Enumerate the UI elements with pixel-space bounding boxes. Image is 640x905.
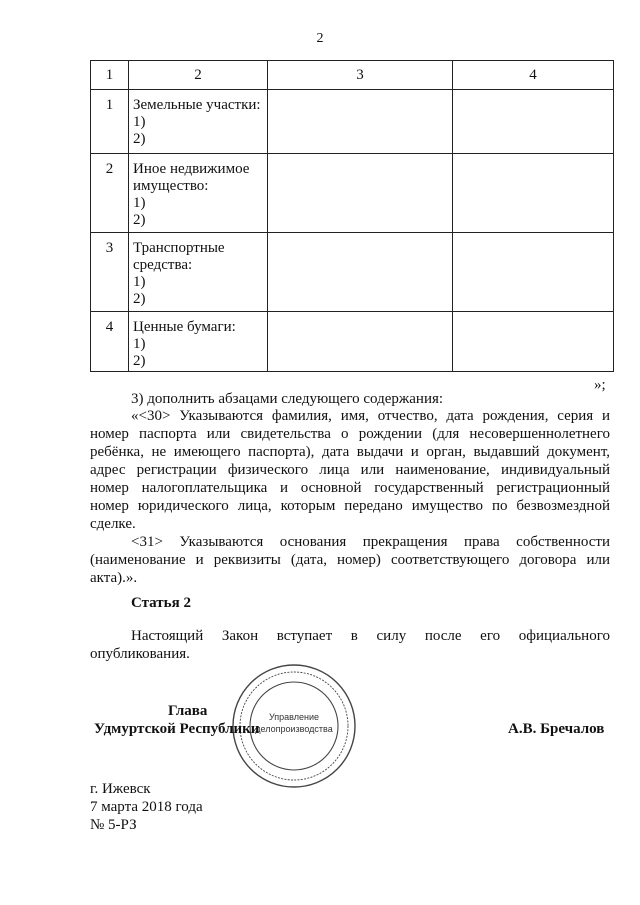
cell-line: 2): [133, 353, 146, 369]
cell-line: Ценные бумаги:: [133, 319, 236, 335]
cell-line: 1): [133, 336, 146, 352]
row-empty-cell: [453, 312, 614, 372]
cell-line: средства:: [133, 257, 193, 273]
stamp-center-line-1: Управление: [268, 712, 320, 722]
row-number: 2: [91, 154, 129, 233]
cell-line: 2): [133, 212, 146, 228]
footer-city: г. Ижевск: [90, 781, 151, 797]
article-text-line: опубликования.: [90, 646, 190, 662]
cell-line: Земельные участки:: [133, 97, 261, 113]
note-30-line: ребёнка, не имеющего паспорта), дата выдачи и орган, выдавший документ,: [90, 444, 610, 460]
signature-title-1: Глава: [168, 703, 208, 719]
row-empty-cell: [268, 154, 453, 233]
note-31-line: акта).».: [90, 570, 138, 586]
header-cell-1: 1: [91, 61, 129, 90]
cell-line: имущество:: [133, 178, 209, 194]
table-row: [91, 154, 614, 233]
row-empty-cell: [268, 312, 453, 372]
cell-line: 1): [133, 114, 146, 130]
row-empty-cell: [268, 90, 453, 154]
article-heading: Статья 2: [131, 595, 191, 611]
note-31-line: (наименование и реквизиты (дата, номер) соответствующего договора или: [90, 552, 610, 568]
cell-line: Транспортные: [133, 240, 225, 256]
article-text: [90, 627, 610, 663]
row-number: 4: [91, 312, 129, 372]
note-31: [90, 533, 610, 587]
row-number: 3: [91, 233, 129, 312]
row-empty-cell: [453, 233, 614, 312]
table-row: [91, 90, 614, 154]
header-cell-4: 4: [453, 61, 614, 90]
note-30-line: номер юридического лица, которым передано имущество по безвозмездной: [90, 498, 610, 514]
row-empty-cell: [453, 90, 614, 154]
note-30-line: номер налогоплательщика и основной государственный регистрационный: [90, 480, 610, 496]
note-30-line: номер паспорта или свидетельства о рождении (для несовершеннолетнего: [90, 426, 610, 442]
article-text-line: Настоящий Закон вступает в силу после его официального: [131, 628, 610, 644]
table-row: [91, 312, 614, 372]
header-cell-3: 3: [268, 61, 453, 90]
footer-number: № 5-РЗ: [90, 817, 137, 833]
note-30: [90, 407, 610, 533]
note-30-line: «<30> Указываются фамилия, имя, отчество, дата рождения, серия и: [131, 408, 610, 424]
row-category: [129, 90, 268, 154]
cell-line: 1): [133, 195, 146, 211]
header-cell-2: 2: [129, 61, 268, 90]
table-row: [91, 233, 614, 312]
cell-line: Иное недвижимое: [133, 161, 250, 177]
page-number: 2: [316, 31, 324, 46]
row-category: [129, 154, 268, 233]
note-31-line: <31> Указываются основания прекращения права собственности: [131, 534, 610, 550]
signature-title-2: Удмуртской Республики: [94, 721, 260, 737]
table-closing-mark: »;: [594, 377, 606, 393]
signatory-name: А.В. Бречалов: [508, 721, 605, 737]
cell-line: 1): [133, 274, 146, 290]
row-category: [129, 312, 268, 372]
table-header-row: [91, 61, 614, 90]
property-table: [90, 60, 614, 372]
cell-line: 2): [133, 131, 146, 147]
footer-date: 7 марта 2018 года: [90, 799, 203, 815]
stamp-center-line-2: делопроизводства: [255, 724, 333, 734]
note-30-line: адрес регистрации физического лица или наименование, индивидуальный: [90, 462, 610, 478]
note-30-line: сделке.: [90, 516, 136, 532]
row-category: [129, 233, 268, 312]
amendment-intro: 3) дополнить абзацами следующего содержания:: [131, 391, 444, 407]
row-empty-cell: [453, 154, 614, 233]
row-empty-cell: [268, 233, 453, 312]
cell-line: 2): [133, 291, 146, 307]
row-number: 1: [91, 90, 129, 154]
